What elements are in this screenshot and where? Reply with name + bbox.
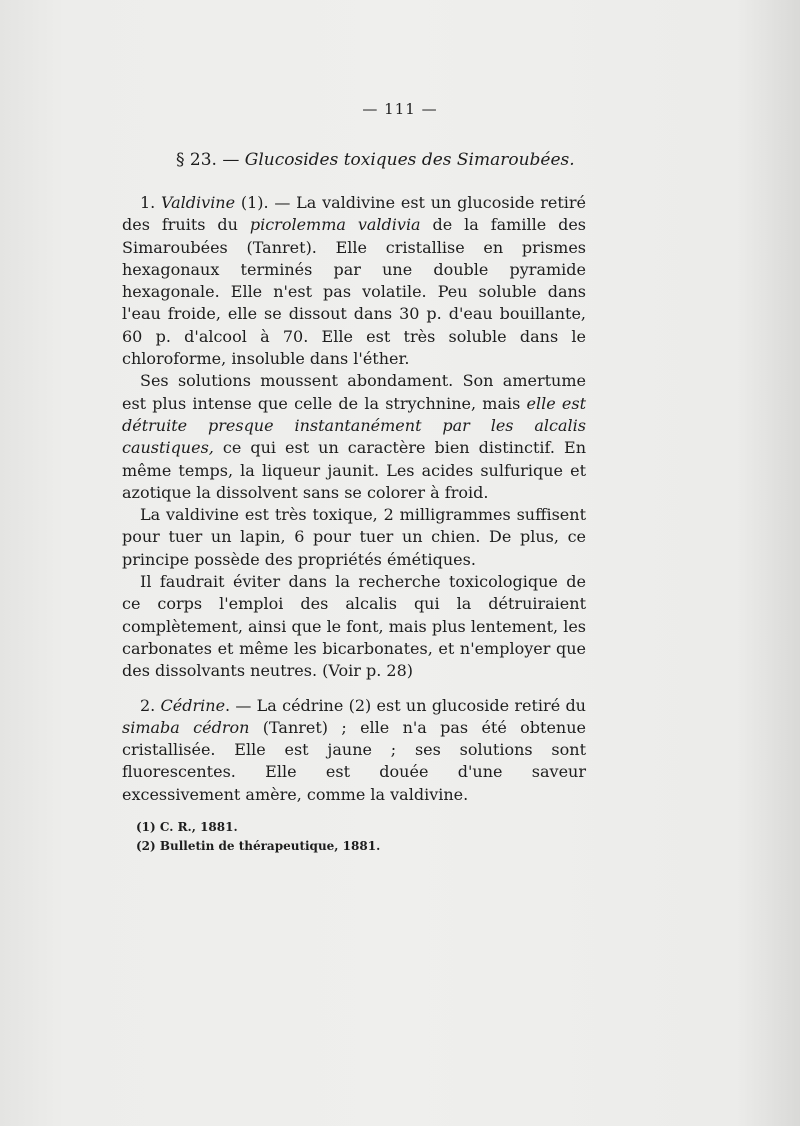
paragraph-text: (Tanret) ; elle n'a pas été obtenue cristallisée. Elle est jaune ; ses solutions sont fluorescentes. Elle est douée d'une saveur excessivement amère, comme la valdivine.	[122, 717, 586, 804]
item-term: Cédrine	[160, 695, 226, 715]
footnote-1: (1) C. R., 1881.	[136, 820, 238, 834]
section-heading	[176, 150, 676, 170]
paragraph-text: (1). — La valdivine est un glucoside retiré des fruits du	[122, 193, 586, 235]
paragraph-cedrine	[122, 695, 586, 806]
species-name: picrolemma valdivia	[249, 215, 421, 235]
item-number: 1.	[140, 193, 162, 212]
emphasis-text: elle est détruite presque instantanément par les alcalis caustiques,	[122, 393, 586, 458]
item-number: 2.	[140, 695, 161, 715]
paragraph-text: Ses solutions moussent abondament. Son amertume est plus intense que celle de la strychnine, mais	[122, 371, 586, 413]
item-term: Valdivine	[161, 193, 236, 212]
main-text	[122, 192, 586, 806]
paragraph-valdivine-extraction: Il faudrait éviter dans la recherche toxicologique de ce corps l'emploi des alcalis qui la détruiraient complètement, ainsi que le font, mais plus lentement, les carbonates et même les bicarbonates, et n'employer que des dissolvants neutres. (Voir p. 28)	[122, 572, 586, 681]
footnotes	[136, 818, 536, 856]
heading-title: Glucosides toxiques des Simaroubées.	[244, 150, 575, 170]
paragraph-text: . — La cédrine (2) est un glucoside retiré du	[225, 695, 586, 715]
paragraph-text: ce qui est un caractère bien distinctif. En même temps, la liqueur jaunit. Les acides sulfurique et azotique la dissolvent sans se colorer à froid.	[122, 438, 586, 502]
footnote-2: (2) Bulletin de thérapeutique, 1881.	[136, 839, 381, 853]
heading-prefix: § 23. —	[176, 150, 245, 170]
species-name: simaba cédron	[122, 717, 250, 737]
paragraph-valdivine-intro	[122, 192, 586, 370]
paragraph-text: de la famille des Simaroubées (Tanret). Elle cristallise en prismes hexagonaux terminés par une double pyramide hexagonale. Elle n'est pas volatile. Peu soluble dans l'eau froide, elle se dissout dans 30 p. d'eau bouillante, 60 p. d'alcool à 70. Elle est très soluble dans le chloroforme, insoluble dans l'éther.	[122, 215, 587, 369]
paragraph-valdivine-solutions	[122, 370, 586, 504]
page-number: — 111 —	[362, 100, 438, 118]
paragraph-valdivine-toxicity: La valdivine est très toxique, 2 milligrammes suffisent pour tuer un lapin, 6 pour tuer un chien. De plus, ce principe possède des propriétés émétiques.	[122, 505, 586, 569]
